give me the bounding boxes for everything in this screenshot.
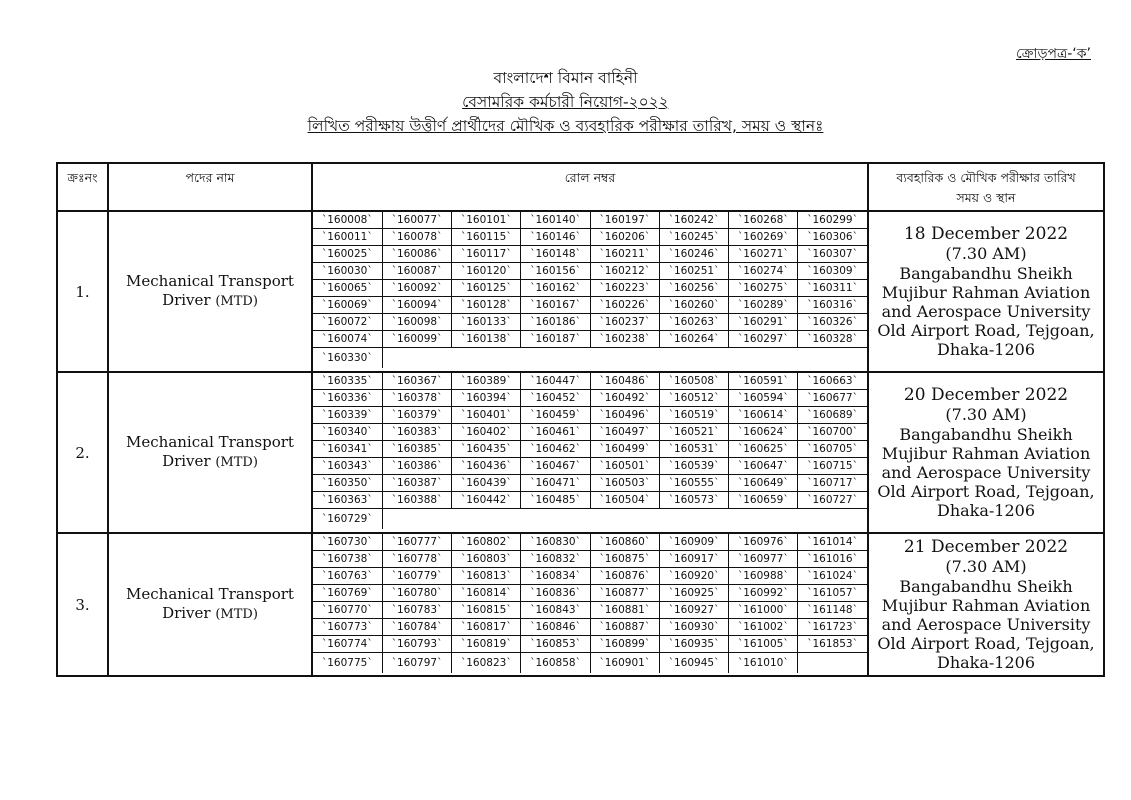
roll-number: `160920` bbox=[659, 568, 728, 585]
roll-number: `160162` bbox=[521, 280, 590, 297]
roll-number: `160206` bbox=[590, 229, 659, 246]
roll-number: `160187` bbox=[521, 331, 590, 348]
table-row bbox=[57, 372, 1104, 533]
roll-number: `160738` bbox=[313, 551, 382, 568]
roll-number: `160777` bbox=[382, 534, 451, 551]
roll-number: `160350` bbox=[313, 475, 382, 492]
serial-number: 2. bbox=[57, 372, 108, 533]
roll-number: `160367` bbox=[382, 373, 451, 390]
header-post: পদের নাম bbox=[108, 163, 312, 211]
roll-number: `160899` bbox=[590, 636, 659, 653]
roll-row bbox=[313, 441, 867, 458]
roll-number: `160485` bbox=[521, 492, 590, 509]
exam-venue bbox=[868, 372, 1104, 533]
roll-number: `160098` bbox=[382, 314, 451, 331]
post-name-driver: Driver bbox=[162, 604, 216, 622]
roll-number: `160341` bbox=[313, 441, 382, 458]
roll-number: `160780` bbox=[382, 585, 451, 602]
venue-line: Bangabandhu Sheikh bbox=[899, 577, 1073, 596]
roll-row bbox=[313, 280, 867, 297]
roll-number: `160649` bbox=[729, 475, 798, 492]
roll-numbers-cell bbox=[312, 533, 868, 676]
roll-number: `160663` bbox=[798, 373, 867, 390]
roll-number: `160087` bbox=[382, 263, 451, 280]
roll-number: `160834` bbox=[521, 568, 590, 585]
roll-number: `160497` bbox=[590, 424, 659, 441]
roll-number: `160677` bbox=[798, 390, 867, 407]
header-serial: ক্রঃনং bbox=[57, 163, 108, 211]
roll-number: `160309` bbox=[798, 263, 867, 280]
roll-number: `160846` bbox=[521, 619, 590, 636]
roll-row bbox=[313, 636, 867, 653]
roll-number: `160832` bbox=[521, 551, 590, 568]
roll-number: `160077` bbox=[382, 212, 451, 229]
roll-number: `160435` bbox=[452, 441, 521, 458]
post-name-line1: Mechanical Transport bbox=[126, 585, 294, 603]
roll-number: `160496` bbox=[590, 407, 659, 424]
roll-number: `160819` bbox=[452, 636, 521, 653]
roll-number: `160388` bbox=[382, 492, 451, 509]
roll-number: `160775` bbox=[313, 653, 382, 674]
roll-row bbox=[313, 602, 867, 619]
roll-number: `160521` bbox=[659, 424, 728, 441]
roll-number: `161024` bbox=[798, 568, 867, 585]
roll-number: `160830` bbox=[521, 534, 590, 551]
roll-number: `161853` bbox=[798, 636, 867, 653]
roll-number: `160264` bbox=[659, 331, 728, 348]
venue-line: Mujibur Rahman Aviation bbox=[881, 596, 1091, 615]
roll-number: `160138` bbox=[452, 331, 521, 348]
roll-number: `160717` bbox=[798, 475, 867, 492]
table-row bbox=[57, 533, 1104, 676]
roll-number: `160727` bbox=[798, 492, 867, 509]
roll-number: `160917` bbox=[659, 551, 728, 568]
notice-title bbox=[0, 114, 1131, 138]
roll-number: `160814` bbox=[452, 585, 521, 602]
roll-number: `160909` bbox=[659, 534, 728, 551]
venue-line: and Aerospace University bbox=[881, 302, 1091, 321]
exam-date: 18 December 2022 bbox=[903, 224, 1069, 244]
roll-number: `160186` bbox=[521, 314, 590, 331]
roll-row bbox=[313, 534, 867, 551]
roll-number: `160793` bbox=[382, 636, 451, 653]
roll-number: `160274` bbox=[729, 263, 798, 280]
roll-number: `160212` bbox=[590, 263, 659, 280]
roll-number: `161002` bbox=[729, 619, 798, 636]
roll-number: `160659` bbox=[729, 492, 798, 509]
roll-number: `160452` bbox=[521, 390, 590, 407]
roll-number: `160289` bbox=[729, 297, 798, 314]
roll-number: `160876` bbox=[590, 568, 659, 585]
roll-number: `160779` bbox=[382, 568, 451, 585]
venue-line: Bangabandhu Sheikh bbox=[899, 264, 1073, 283]
roll-number: `160394` bbox=[452, 390, 521, 407]
post-name-line1: Mechanical Transport bbox=[126, 433, 294, 451]
roll-number: `160467` bbox=[521, 458, 590, 475]
roll-number: `160817` bbox=[452, 619, 521, 636]
roll-number-grid bbox=[313, 212, 867, 368]
annex-label: ক্রোড়পত্র-‘ক’ bbox=[1016, 46, 1091, 62]
roll-number: `160462` bbox=[521, 441, 590, 458]
roll-number: `160519` bbox=[659, 407, 728, 424]
roll-number: `160813` bbox=[452, 568, 521, 585]
roll-number: `160499` bbox=[590, 441, 659, 458]
roll-number: `160238` bbox=[590, 331, 659, 348]
org-title: বাংলাদেশ বিমান বাহিনী bbox=[493, 69, 638, 87]
roll-number: `160078` bbox=[382, 229, 451, 246]
roll-number: `160343` bbox=[313, 458, 382, 475]
roll-number: `161000` bbox=[729, 602, 798, 619]
roll-number: `160125` bbox=[452, 280, 521, 297]
roll-number: `160328` bbox=[798, 331, 867, 348]
post-name-line2 bbox=[109, 604, 311, 624]
roll-number: `160769` bbox=[313, 585, 382, 602]
roll-number: `160784` bbox=[382, 619, 451, 636]
roll-row bbox=[313, 653, 867, 674]
venue-line: Mujibur Rahman Aviation bbox=[881, 444, 1091, 463]
roll-empty-cell bbox=[382, 509, 867, 530]
roll-number: `160992` bbox=[729, 585, 798, 602]
roll-number: `161005` bbox=[729, 636, 798, 653]
roll-number: `160115` bbox=[452, 229, 521, 246]
serial-number: 1. bbox=[57, 211, 108, 372]
roll-number: `160025` bbox=[313, 246, 382, 263]
roll-number: `160086` bbox=[382, 246, 451, 263]
roll-number: `160778` bbox=[382, 551, 451, 568]
roll-number: `160260` bbox=[659, 297, 728, 314]
roll-number: `160501` bbox=[590, 458, 659, 475]
table-row bbox=[57, 211, 1104, 372]
roll-number: `160539` bbox=[659, 458, 728, 475]
roll-number: `160730` bbox=[313, 534, 382, 551]
roll-number: `160689` bbox=[798, 407, 867, 424]
serial-number: 3. bbox=[57, 533, 108, 676]
roll-number: `160461` bbox=[521, 424, 590, 441]
roll-number: `160853` bbox=[521, 636, 590, 653]
roll-number: `160167` bbox=[521, 297, 590, 314]
post-name-abbr: (MTD) bbox=[215, 455, 258, 470]
post-name bbox=[108, 211, 312, 372]
roll-number: `160591` bbox=[729, 373, 798, 390]
roll-number: `160927` bbox=[659, 602, 728, 619]
roll-number: `161148` bbox=[798, 602, 867, 619]
roll-number: `160133` bbox=[452, 314, 521, 331]
roll-number: `160935` bbox=[659, 636, 728, 653]
roll-row bbox=[313, 373, 867, 390]
roll-number: `160531` bbox=[659, 441, 728, 458]
document-header bbox=[0, 66, 1131, 138]
roll-number: `160316` bbox=[798, 297, 867, 314]
roll-number: `160797` bbox=[382, 653, 451, 674]
roll-number: `160700` bbox=[798, 424, 867, 441]
venue-line: Old Airport Road, Tejgoan, bbox=[877, 634, 1095, 653]
roll-number: `160306` bbox=[798, 229, 867, 246]
roll-number: `160843` bbox=[521, 602, 590, 619]
roll-number: `160275` bbox=[729, 280, 798, 297]
roll-number: `160146` bbox=[521, 229, 590, 246]
post-name-abbr: (MTD) bbox=[215, 294, 258, 309]
roll-number: `160439` bbox=[452, 475, 521, 492]
roll-number: `160887` bbox=[590, 619, 659, 636]
roll-number: `160774` bbox=[313, 636, 382, 653]
roll-number: `160069` bbox=[313, 297, 382, 314]
roll-number: `160386` bbox=[382, 458, 451, 475]
venue-line: Old Airport Road, Tejgoan, bbox=[877, 321, 1095, 340]
header-venue-line1: ব্যবহারিক ও মৌখিক পরীক্ষার তারিখ bbox=[896, 170, 1076, 185]
roll-number: `160492` bbox=[590, 390, 659, 407]
roll-row bbox=[313, 619, 867, 636]
roll-number: `160573` bbox=[659, 492, 728, 509]
roll-number: `160763` bbox=[313, 568, 382, 585]
header-venue bbox=[868, 163, 1104, 211]
roll-number: `160307` bbox=[798, 246, 867, 263]
roll-number: `160326` bbox=[798, 314, 867, 331]
roll-number: `160925` bbox=[659, 585, 728, 602]
roll-number: `160625` bbox=[729, 441, 798, 458]
roll-row bbox=[313, 509, 867, 530]
roll-number: `160875` bbox=[590, 551, 659, 568]
roll-number: `160011` bbox=[313, 229, 382, 246]
roll-empty-cell bbox=[798, 653, 867, 674]
roll-row bbox=[313, 246, 867, 263]
roll-number: `160877` bbox=[590, 585, 659, 602]
roll-number: `160459` bbox=[521, 407, 590, 424]
roll-number: `160705` bbox=[798, 441, 867, 458]
roll-row bbox=[313, 212, 867, 229]
roll-number: `160335` bbox=[313, 373, 382, 390]
roll-number: `160223` bbox=[590, 280, 659, 297]
roll-number: `160251` bbox=[659, 263, 728, 280]
roll-number: `160442` bbox=[452, 492, 521, 509]
roll-number: `160291` bbox=[729, 314, 798, 331]
roll-number: `160363` bbox=[313, 492, 382, 509]
roll-number: `160339` bbox=[313, 407, 382, 424]
roll-number: `160242` bbox=[659, 212, 728, 229]
roll-number: `160858` bbox=[521, 653, 590, 674]
roll-number: `160624` bbox=[729, 424, 798, 441]
roll-number-grid bbox=[313, 373, 867, 529]
roll-number: `160117` bbox=[452, 246, 521, 263]
roll-numbers-cell bbox=[312, 211, 868, 372]
roll-row bbox=[313, 568, 867, 585]
post-name-line1: Mechanical Transport bbox=[126, 272, 294, 290]
roll-number: `161016` bbox=[798, 551, 867, 568]
roll-number: `160336` bbox=[313, 390, 382, 407]
venue-line: Dhaka-1206 bbox=[936, 653, 1036, 672]
roll-number: `160555` bbox=[659, 475, 728, 492]
roll-number: `160340` bbox=[313, 424, 382, 441]
roll-number: `160504` bbox=[590, 492, 659, 509]
venue-line: and Aerospace University bbox=[881, 615, 1091, 634]
roll-number: `160197` bbox=[590, 212, 659, 229]
roll-number-grid bbox=[313, 534, 867, 673]
exam-date: 21 December 2022 bbox=[903, 537, 1069, 557]
roll-number: `160773` bbox=[313, 619, 382, 636]
roll-number: `160783` bbox=[382, 602, 451, 619]
roll-number: `160614` bbox=[729, 407, 798, 424]
roll-row bbox=[313, 229, 867, 246]
roll-number: `160226` bbox=[590, 297, 659, 314]
roll-number: `160803` bbox=[452, 551, 521, 568]
roll-number: `160486` bbox=[590, 373, 659, 390]
table-header-row bbox=[57, 163, 1104, 211]
roll-number: `160383` bbox=[382, 424, 451, 441]
roll-number: `160148` bbox=[521, 246, 590, 263]
roll-number: `160715` bbox=[798, 458, 867, 475]
roll-row bbox=[313, 458, 867, 475]
roll-number: `160268` bbox=[729, 212, 798, 229]
roll-number: `160988` bbox=[729, 568, 798, 585]
roll-number: `160030` bbox=[313, 263, 382, 280]
exam-time: (7.30 AM) bbox=[945, 557, 1027, 576]
header-venue-line2: সময় ও স্থান bbox=[956, 190, 1016, 205]
post-name-driver: Driver bbox=[162, 452, 216, 470]
roll-row bbox=[313, 424, 867, 441]
roll-number: `160815` bbox=[452, 602, 521, 619]
roll-number: `160245` bbox=[659, 229, 728, 246]
exam-venue bbox=[868, 533, 1104, 676]
roll-number: `160072` bbox=[313, 314, 382, 331]
exam-schedule-table bbox=[56, 162, 1105, 677]
venue-line: Dhaka-1206 bbox=[936, 340, 1036, 359]
recruitment-title-text: বেসামরিক কর্মচারী নিয়োগ-২০২২ bbox=[462, 93, 669, 111]
roll-number: `160237` bbox=[590, 314, 659, 331]
roll-number: `160471` bbox=[521, 475, 590, 492]
roll-number: `160246` bbox=[659, 246, 728, 263]
roll-numbers-cell bbox=[312, 372, 868, 533]
roll-number: `160385` bbox=[382, 441, 451, 458]
roll-number: `160901` bbox=[590, 653, 659, 674]
roll-number: `160269` bbox=[729, 229, 798, 246]
roll-number: `160330` bbox=[313, 348, 382, 369]
roll-row bbox=[313, 390, 867, 407]
roll-number: `160823` bbox=[452, 653, 521, 674]
venue-line: Dhaka-1206 bbox=[936, 501, 1036, 520]
roll-number: `160211` bbox=[590, 246, 659, 263]
roll-number: `160263` bbox=[659, 314, 728, 331]
roll-number: `160074` bbox=[313, 331, 382, 348]
roll-number: `160436` bbox=[452, 458, 521, 475]
roll-number: `161010` bbox=[729, 653, 798, 674]
roll-number: `160977` bbox=[729, 551, 798, 568]
roll-number: `160389` bbox=[452, 373, 521, 390]
roll-number: `160401` bbox=[452, 407, 521, 424]
roll-number: `160402` bbox=[452, 424, 521, 441]
venue-line: Old Airport Road, Tejgoan, bbox=[877, 482, 1095, 501]
roll-number: `160099` bbox=[382, 331, 451, 348]
roll-number: `160094` bbox=[382, 297, 451, 314]
venue-line: and Aerospace University bbox=[881, 463, 1091, 482]
post-name-line2 bbox=[109, 452, 311, 472]
roll-number: `161014` bbox=[798, 534, 867, 551]
roll-row bbox=[313, 551, 867, 568]
roll-row bbox=[313, 475, 867, 492]
roll-row bbox=[313, 407, 867, 424]
venue-line: Bangabandhu Sheikh bbox=[899, 425, 1073, 444]
roll-number: `160120` bbox=[452, 263, 521, 280]
roll-number: `160379` bbox=[382, 407, 451, 424]
roll-number: `160299` bbox=[798, 212, 867, 229]
roll-row bbox=[313, 348, 867, 369]
roll-row bbox=[313, 331, 867, 348]
notice-title-text: লিখিত পরীক্ষায় উত্তীর্ণ প্রার্থীদের মৌখিক ও ব্যবহারিক পরীক্ষার তারিখ, সময় ও স্থানঃ bbox=[307, 117, 824, 135]
roll-number: `161723` bbox=[798, 619, 867, 636]
roll-number: `160729` bbox=[313, 509, 382, 530]
roll-number: `160156` bbox=[521, 263, 590, 280]
exam-venue bbox=[868, 211, 1104, 372]
post-name-driver: Driver bbox=[162, 291, 216, 309]
roll-number: `160387` bbox=[382, 475, 451, 492]
roll-number: `160976` bbox=[729, 534, 798, 551]
roll-number: `160945` bbox=[659, 653, 728, 674]
roll-row bbox=[313, 585, 867, 602]
roll-number: `160594` bbox=[729, 390, 798, 407]
roll-number: `160140` bbox=[521, 212, 590, 229]
roll-row bbox=[313, 492, 867, 509]
roll-number: `160271` bbox=[729, 246, 798, 263]
post-name-line2 bbox=[109, 291, 311, 311]
roll-number: `160508` bbox=[659, 373, 728, 390]
roll-number: `160092` bbox=[382, 280, 451, 297]
roll-number: `160008` bbox=[313, 212, 382, 229]
roll-number: `160311` bbox=[798, 280, 867, 297]
roll-row bbox=[313, 314, 867, 331]
exam-time: (7.30 AM) bbox=[945, 244, 1027, 263]
roll-empty-cell bbox=[382, 348, 867, 369]
roll-number: `160836` bbox=[521, 585, 590, 602]
post-name bbox=[108, 372, 312, 533]
roll-number: `160503` bbox=[590, 475, 659, 492]
roll-row bbox=[313, 297, 867, 314]
roll-number: `161057` bbox=[798, 585, 867, 602]
roll-number: `160297` bbox=[729, 331, 798, 348]
roll-number: `160447` bbox=[521, 373, 590, 390]
roll-number: `160802` bbox=[452, 534, 521, 551]
roll-number: `160860` bbox=[590, 534, 659, 551]
roll-number: `160770` bbox=[313, 602, 382, 619]
roll-number: `160256` bbox=[659, 280, 728, 297]
roll-number: `160101` bbox=[452, 212, 521, 229]
roll-number: `160128` bbox=[452, 297, 521, 314]
venue-line: Mujibur Rahman Aviation bbox=[881, 283, 1091, 302]
roll-number: `160881` bbox=[590, 602, 659, 619]
post-name-abbr: (MTD) bbox=[215, 607, 258, 622]
exam-time: (7.30 AM) bbox=[945, 405, 1027, 424]
roll-row bbox=[313, 263, 867, 280]
roll-number: `160930` bbox=[659, 619, 728, 636]
exam-date: 20 December 2022 bbox=[903, 385, 1069, 405]
roll-number: `160512` bbox=[659, 390, 728, 407]
recruitment-title bbox=[0, 90, 1131, 114]
roll-number: `160378` bbox=[382, 390, 451, 407]
roll-number: `160065` bbox=[313, 280, 382, 297]
post-name bbox=[108, 533, 312, 676]
roll-number: `160647` bbox=[729, 458, 798, 475]
header-roll: রোল নম্বর bbox=[312, 163, 868, 211]
